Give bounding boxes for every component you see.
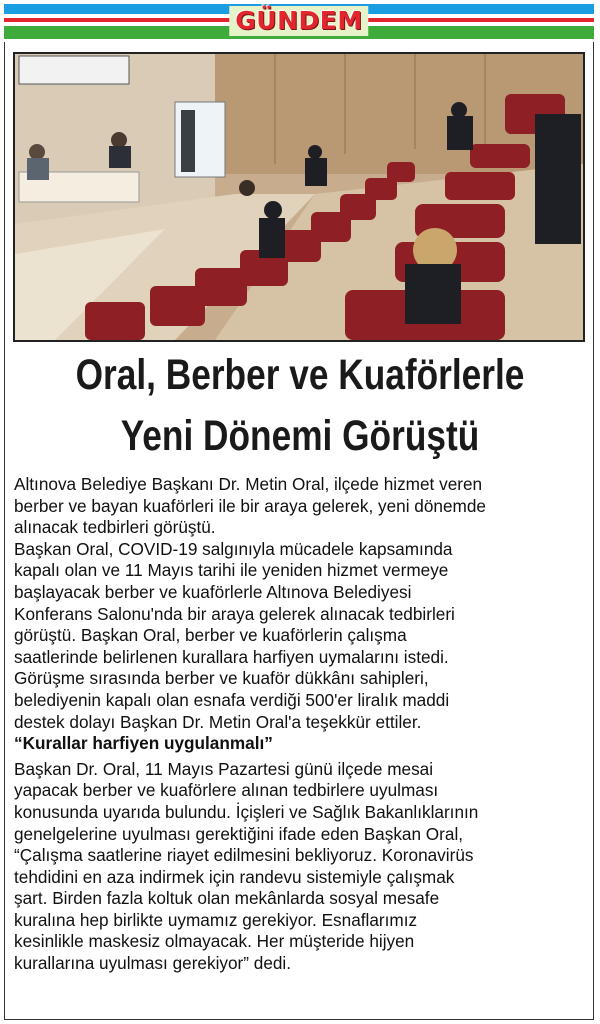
article-photo	[13, 52, 585, 342]
text-line: destek dolayı Başkan Dr. Metin Oral'a teşekkür ettiler.	[14, 711, 422, 732]
text-line: kuralına hep birlikte uymamız gerekiyor. Esnaflarımız	[14, 909, 418, 930]
text-line: şart. Birden fazla koltuk olan mekânlarda sosyal mesafe	[14, 888, 440, 909]
text-line: kapalı olan ve 11 Mayıs tarihi ile yeniden hizmet vermeye	[14, 560, 449, 581]
section-banner	[4, 4, 594, 42]
text-line: Başkan Dr. Oral, 11 Mayıs Pazartesi günü ilçede mesai	[14, 758, 434, 779]
text-line: yapacak berber ve kuaförlere alınan tedbirlere uyulması	[14, 780, 439, 801]
paragraph-3	[14, 759, 592, 975]
text-line: kurallarına uyulması gerekiyor” dedi.	[14, 953, 292, 974]
text-line: tehdidini en aza indirmek için randevu sistemiyle çalışmak	[14, 866, 455, 887]
section-title: GÜNDEM	[229, 6, 368, 36]
text-line: genelgelerine uyulması gerektiğini ifade eden Başkan Oral,	[14, 823, 464, 844]
text-line: başlayacak berber ve kuaförlerle Altınova Belediyesi	[14, 581, 412, 602]
article-body	[14, 474, 592, 975]
text-line: berber ve bayan kuaförleri ile bir araya gelerek, yeni dönemde	[14, 495, 486, 516]
text-line: “Çalışma saatlerine riayet edilmesini bekliyoruz. Koronavirüs	[14, 845, 474, 866]
text-line: alınacak tedbirleri görüştü.	[14, 517, 216, 538]
headline-line-1: Oral, Berber ve Kuaförlerle	[75, 351, 525, 399]
conference-hall-photo	[15, 54, 583, 340]
text-line: Konferans Salonu'nda bir araya gelerek alınacak tedbirleri	[14, 603, 455, 624]
text-line: Altınova Belediye Başkanı Dr. Metin Oral, ilçede hizmet veren	[14, 474, 483, 494]
text-line: kesinlikle maskesiz olmayacak. Her müşteride hijyen	[14, 931, 415, 952]
text-line: saatlerinde belirlenen kurallara harfiyen uymalarını istedi.	[14, 646, 449, 667]
text-line: belediyenin kapalı olan esnafa verdiği 500'er liralık maddi	[14, 689, 450, 710]
paragraph-2	[14, 539, 592, 733]
text-line: görüştü. Başkan Oral, berber ve kuaförlerin çalışma	[14, 625, 407, 646]
article-subheading: “Kurallar harfiyen uygulanmalı”	[14, 733, 273, 754]
headline-line-2: Yeni Dönemi Görüştü	[120, 412, 480, 460]
paragraph-1	[14, 474, 592, 539]
text-line: Başkan Oral, COVID-19 salgınıyla mücadele kapsamında	[14, 538, 453, 559]
text-line: konusunda uyarıda bulundu. İçişleri ve Sağlık Bakanlıklarının	[14, 801, 479, 822]
text-line: Görüşme sırasında berber ve kuaför dükkânı sahipleri,	[14, 668, 429, 689]
